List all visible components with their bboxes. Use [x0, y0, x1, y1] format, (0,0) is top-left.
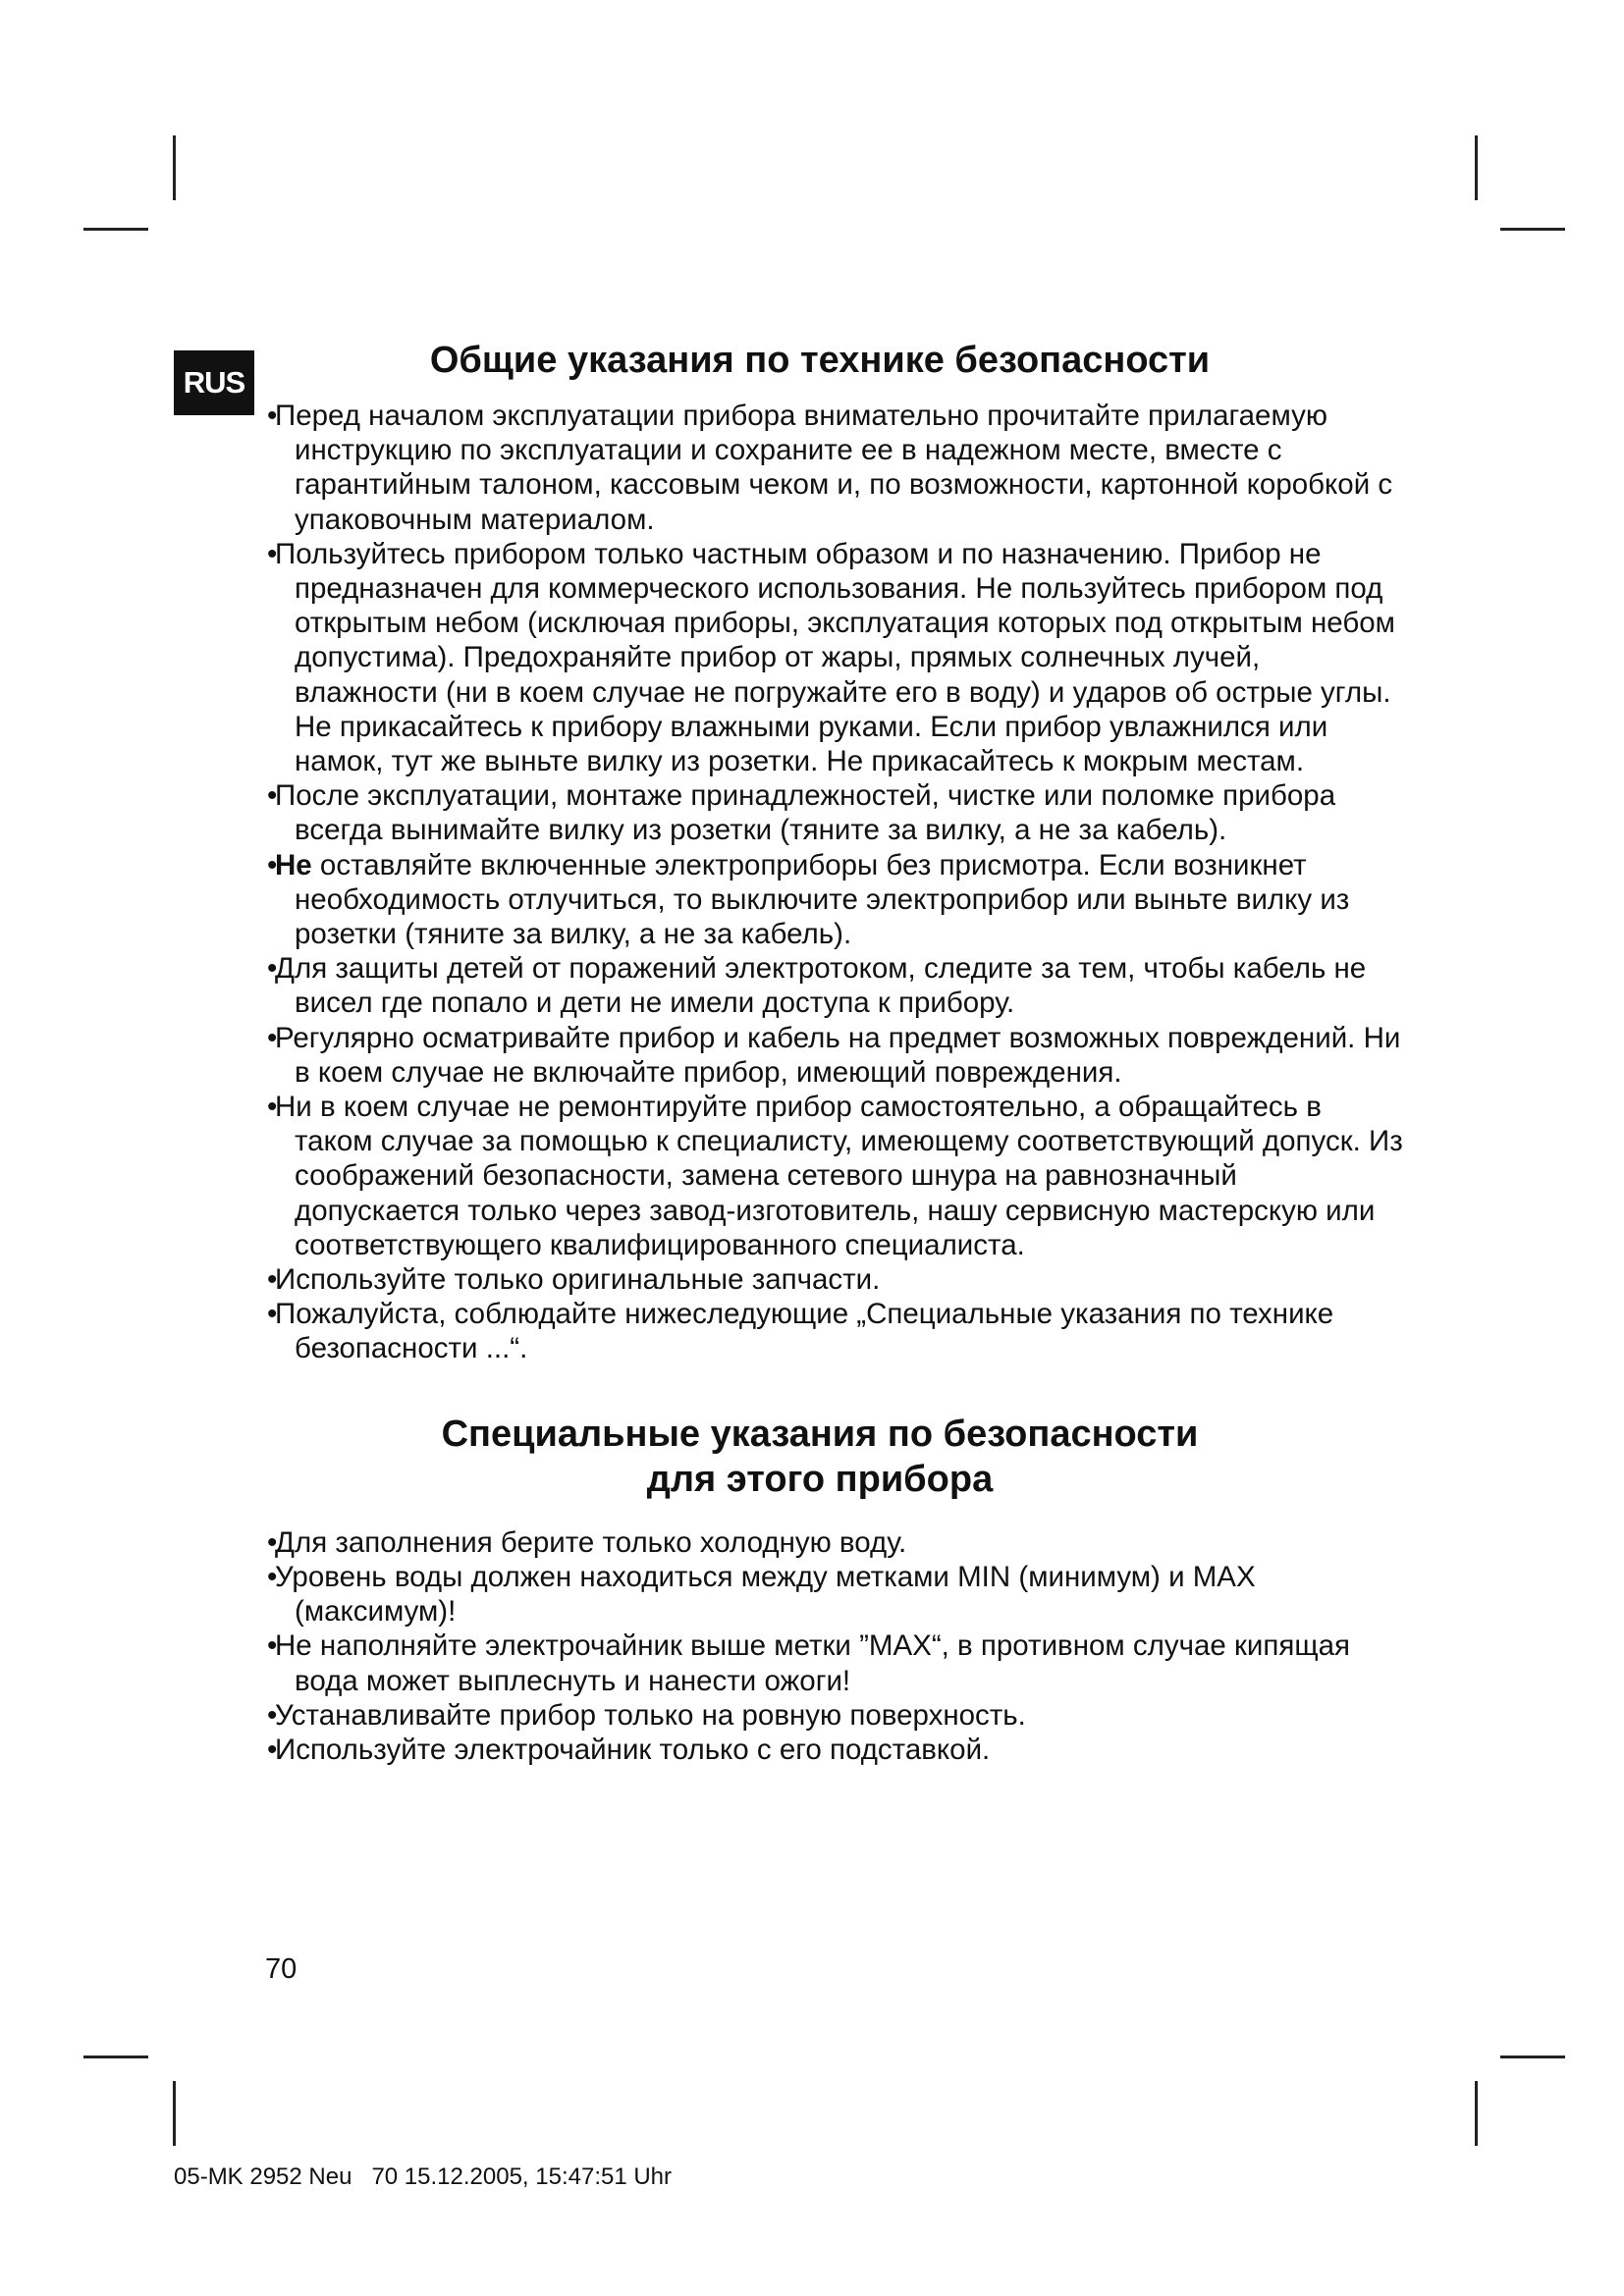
- crop-mark-bottom-right-vertical: [1475, 2081, 1478, 2146]
- bullet-icon: •: [267, 1298, 278, 1331]
- list-item: • Ни в коем случае не ремонтируйте прибор самостоятельно, а обращайтесь в таком случае за помощью к специалисту, имеющему соответствующий допуск. Из соображений безопасности, замена сетевого шнура на равнозначный допускается только через завод-изготовитель, нашу сервисную мастерскую или соответствующего квалифицированного специалиста.: [267, 1091, 1403, 1261]
- crop-mark-top-left-vertical: [173, 135, 176, 200]
- bullet-icon: •: [267, 1733, 278, 1766]
- crop-mark-top-right-horizontal: [1500, 228, 1565, 231]
- list-item: • Регулярно осматривайте прибор и кабель на предмет возможных повреждений. Ни в коем случае не включайте прибор, имеющий повреждения.: [267, 1021, 1401, 1089]
- bullet-icon: •: [267, 1263, 278, 1297]
- bullet-icon: •: [267, 1525, 278, 1559]
- bullet-icon: •: [267, 1698, 278, 1732]
- list-item: • Не оставляйте включенные электроприборы без присмотра. Если возникнет необходимость отлучиться, то выключите электроприбор или выньте вилку из розетки (тяните за вилку, а не за кабель).: [267, 848, 1350, 951]
- bullet-icon: •: [267, 779, 278, 813]
- crop-mark-bottom-right-horizontal: [1500, 2056, 1565, 2058]
- list-item: • Для заполнения берите только холодную воду.: [267, 1525, 907, 1559]
- list-item: • Не наполняйте электрочайник выше метки ”MAX“, в противном случае кипящая вода может выплеснуть и нанести ожоги!: [267, 1629, 1350, 1697]
- bullet-icon: •: [267, 537, 278, 570]
- appliance-safety-section: [265, 1412, 1404, 1767]
- bullet-icon: •: [267, 1091, 278, 1124]
- list-item: • После эксплуатации, монтаже принадлежностей, чистке или поломке прибора всегда вынимайте вилку из розетки (тяните за вилку, а не за кабель).: [267, 779, 1336, 847]
- bullet-icon: •: [267, 848, 278, 881]
- print-footer: 05-MK 2952 Neu 70 15.12.2005, 15:47:51 Uhr: [174, 2163, 673, 2190]
- bullet-icon: •: [267, 1629, 278, 1663]
- page-number: 70: [265, 1953, 298, 1985]
- crop-mark-bottom-left-horizontal: [83, 2056, 148, 2058]
- list-item: • Устанавливайте прибор только на ровную поверхность.: [267, 1698, 1026, 1732]
- general-safety-section: [265, 334, 1404, 1366]
- bullet-icon: •: [267, 1560, 278, 1593]
- section-title-general-safety: Общие указания по технике безопасности: [429, 340, 1211, 381]
- bullet-icon: •: [267, 400, 278, 432]
- bullet-icon: •: [267, 1021, 278, 1054]
- list-item: • Используйте электрочайник только с его подставкой.: [267, 1733, 991, 1766]
- crop-mark-bottom-left-vertical: [173, 2081, 176, 2146]
- list-item: • Используйте только оригинальные запчасти.: [267, 1263, 881, 1297]
- list-item: • Уровень воды должен находиться между метками MIN (минимум) и MAX (максимум)!: [267, 1560, 1256, 1629]
- bullet-icon: •: [267, 952, 278, 986]
- page-content: [265, 334, 1404, 1767]
- crop-mark-top-left-horizontal: [83, 228, 148, 231]
- section-title-line-1: Специальные указания по безопасности: [441, 1413, 1199, 1455]
- list-item: • Перед началом эксплуатации прибора внимательно прочитайте прилагаемую инструкцию по эксплуатации и сохраните ее в надежном месте, вместе с гарантийным талоном, кассовым чеком и, по возможности, картонной коробкой с упаковочным материалом.: [267, 400, 1393, 536]
- language-badge: RUS: [174, 350, 254, 415]
- crop-mark-top-right-vertical: [1475, 135, 1478, 200]
- section-title-appliance-safety: [236, 1412, 1404, 1502]
- general-safety-list: [265, 399, 1404, 1366]
- appliance-safety-list: [265, 1525, 1404, 1767]
- list-item: • Для защиты детей от поражений электротоком, следите за тем, чтобы кабель не висел где попало и дети не имели доступа к прибору.: [267, 952, 1367, 1020]
- bold-prefix: Не: [275, 848, 312, 881]
- section-title-line-2: для этого прибора: [646, 1458, 994, 1500]
- list-item: • Пожалуйста, соблюдайте нижеследующие „Специальные указания по технике безопасности ...“.: [267, 1298, 1334, 1365]
- list-item: • Пользуйтесь прибором только частным образом и по назначению. Прибор не предназначен для коммерческого использования. Не пользуйтесь прибором под открытым небом (исключая приборы, эксплуатация которых под открытым небом допустима). Предохраняйте прибор от жары, прямых солнечных лучей, влажности (ни в коем случае не погружайте его в воду) и ударов об острые углы. Не прикасайтесь к прибору влажными руками. Если прибор увлажнился или намок, тут же выньте вилку из розетки. Не прикасайтесь к мокрым местам.: [267, 537, 1395, 778]
